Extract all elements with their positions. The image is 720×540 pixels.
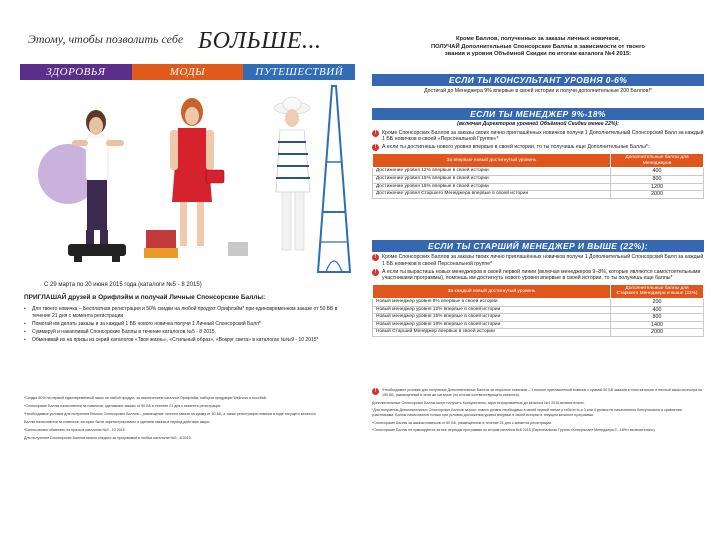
- tab-travel: ПУТЕШЕСТВИЙ: [243, 64, 355, 80]
- fitness-woman-figure: [38, 110, 126, 262]
- bullet-icon: •: [24, 336, 26, 343]
- invite-title: ПРИГЛАШАЙ друзей в Орифлэйм и получай Личные Спонсорские Баллы:: [24, 294, 266, 301]
- left-footnotes: [24, 396, 354, 444]
- table-header: Дополнительные баллы для Старшего Менеджера и выше (22%): [611, 284, 704, 298]
- footnote: Для получения Спонсорских Баллов можно следить за программой в любых каталогах №5 - 8 2015.: [24, 436, 192, 440]
- table-header: За впервые новый достигнутый уровень: [373, 154, 611, 168]
- exclamation-icon: !: [372, 388, 379, 395]
- models-photo: [20, 82, 355, 278]
- exclamation-icon: !: [372, 144, 379, 151]
- travel-woman-figure: [274, 97, 310, 250]
- footnote: *Спонсорские Баллы начисляются за новичков, сделавших заказы от 50 ББ в течение 21 дня с момента регистрации.: [24, 404, 222, 408]
- section-senior-manager: [372, 240, 704, 337]
- table-row: Новый Старший Менеджер впервые в своей истории 2000: [373, 329, 704, 337]
- table-row: Достижение уровня Старшего Менеджера впервые в своей истории 2000: [373, 191, 704, 199]
- list-item: ! А если ты вырастишь новых менеджеров в своей первой линии (включая менеджеров 9–8%, которые являются самостоятельными участниками программы), помоешь им достигнуть нового уровня впервые в своей истории, то ты получишь еще баллы*: [372, 269, 704, 282]
- promo-banner: [20, 12, 355, 64]
- manager-bonus-table: [372, 153, 704, 199]
- table-row: Новый менеджер уровня 9% впервые в своей истории 200: [373, 299, 704, 307]
- eiffel-tower-graphic: [318, 86, 350, 272]
- section-heading: ЕСЛИ ТЫ МЕНЕДЖЕР 9%-18%: [372, 108, 704, 120]
- table-row: Новый менеджер уровня 12% впервые в своей истории 400: [373, 306, 704, 314]
- footnote: *Необходимые условия для получения Личных Спонсорских Баллов – размещение личного заказа на сумму от 50 ББ, а также регистрация новичка в ходе текущего каталога.: [24, 412, 317, 416]
- section-heading: ЕСЛИ ТЫ СТАРШИЙ МЕНЕДЖЕР И ВЫШЕ (22%):: [372, 240, 704, 252]
- exclamation-icon: !: [372, 254, 379, 261]
- list-item: ! А если ты достигнешь нового уровня впервые в своей истории, то ты получишь еще Дополнительные Баллы*:: [372, 144, 704, 151]
- footnote: *Спонсорские Баллы не суммируются за все периоды программы по итогам каталога №8 2015 (Персональная Группа «Консультант Менеджера 9 - 18%» включительно).: [372, 428, 656, 432]
- list-item: • Помогай им делать заказы и за каждый 1 ББ нового новичка получи 1 Личный Спонсорский Балл*: [24, 320, 261, 327]
- list-item: • Обменивай их на призы из серий каталогов «Твоя жизнь», «Стильный образ», «Вокруг света» в каталогах №№9 - 10 2015*: [24, 336, 319, 343]
- section-text: Достигай до Менеджера 9% впервые в своей истории и получи дополнительные 200 Баллов!*: [424, 88, 652, 94]
- section-subtitle: (включая Директоров уровней Объёмной Скидки менее 22%):: [457, 121, 619, 127]
- table-header: За каждый новый достигнутый уровень: [373, 284, 611, 298]
- list-item: • Для твоего новичка – Бесплатная регистрация и 50% скидки на любой продукт Орифлэйм* при единовременном заказе от 50 ББ в течение 21 дня с момента регистрации: [24, 306, 338, 319]
- section-manager: [372, 108, 704, 199]
- table-header: Дополнительные баллы для Менеджеров: [611, 154, 704, 168]
- banner-big-text: БОЛЬШЕ...: [198, 28, 322, 54]
- footnote: ! *Необходимое условие для получения Дополнительных Баллов за открытые новичков – 1 личное приглашенный новичок с суммой 50 ББ заказов в этом каталоге и личный заказ спонсора на 150 ББ, размещенный в этом же каталоге (по итогам соответствующего каталога).: [372, 388, 704, 398]
- table-row: Достижение уровня 18% впервые в своей истории 1200: [373, 183, 704, 191]
- fashion-woman-figure: [144, 98, 248, 258]
- table-row: Новый менеджер уровня 18% впервые в своей истории 1400: [373, 321, 704, 329]
- bullet-icon: •: [24, 306, 26, 312]
- list-item: • Суммируй и накапливай Спонсорские Баллы в течение каталогов №5 - 8 2015.: [24, 328, 216, 335]
- promo-dates: С 29 марта по 20 июня 2015 года (каталоги №5 - 8 2015): [44, 282, 202, 288]
- tab-fashion: МОДЫ: [132, 64, 244, 80]
- section-consultant: [372, 74, 704, 95]
- tab-health: ЗДОРОВЬЯ: [20, 64, 132, 80]
- right-header: Кроме Баллов, полученных за заказы личных новичков, ПОЛУЧАЙ Дополнительные Спонсорские Баллы в зависимости от твоего звания и уровня Объёмной Скидки по итогам каталога №4 2015:: [431, 36, 645, 57]
- list-item: ! Кроме Спонсорских Баллов за заказы своих лично приглашённых новичков получи 1 Дополнительный Спонсорский Балл за каждый 1 ББ новичков в своей «Персональной Группе»*: [372, 130, 704, 143]
- exclamation-icon: !: [372, 130, 379, 137]
- footnote: Дополнительные Спонсорские Баллы могут получить Консультанты, зарегистрированные до каталога №4 2015 включительно.: [372, 400, 585, 405]
- footnote: *Баллы можно обменять на призы в каталогах №9 - 10 2015.: [24, 428, 126, 432]
- exclamation-icon: !: [372, 269, 379, 276]
- right-footnotes: [372, 388, 704, 436]
- footnote: Баллы начисляются за новичков, которые были зарегистрированы и сделали заказы в период действия акции.: [24, 420, 211, 424]
- benefits-list: [24, 306, 354, 345]
- footnote: *Для получения Дополнительных Спонсорских Баллов за рост нового уровня необходимо в своей первой линии у тебя есть и 3 или 4 уровня не начисляются Консультанты и сравнения участниками. Баллы начисляются только при условии достижения уровня впервые в своей истории в текущем каталоге программы.: [372, 408, 682, 417]
- table-row: Достижение уровня 15% впервые в своей истории 800: [373, 176, 704, 184]
- banner-script-text: Этому, чтобы позволить себе: [28, 32, 184, 46]
- section-heading: ЕСЛИ ТЫ КОНСУЛЬТАНТ УРОВНЯ 0-6%: [372, 74, 704, 86]
- bullet-icon: •: [24, 328, 26, 335]
- table-row: Новый менеджер уровня 15% впервые в своей истории 800: [373, 314, 704, 322]
- table-row: Достижение уровня 12% впервые в своей истории 400: [373, 168, 704, 176]
- footnote: *Скидка 50% на первый единовременный заказ на любой продукт, за исключением каталоги Орифлэйм, наборов продукции Wellness и пособий.: [24, 396, 267, 400]
- senior-bonus-table: [372, 284, 704, 337]
- bullet-icon: •: [24, 320, 26, 327]
- category-tabs: [20, 64, 355, 80]
- list-item: ! Кроме Спонсорских Баллов за заказы твоих лично приглашённых новичков получи 1 Дополнительный Спонсорский Балл за каждый 1 ББ новичков в своей Персональной группе*: [372, 254, 704, 267]
- footnote: *Спонсорские Баллы за заказы новичков от 50 ББ, размещённые в течение 21 дня с момента регистрации.: [372, 420, 552, 425]
